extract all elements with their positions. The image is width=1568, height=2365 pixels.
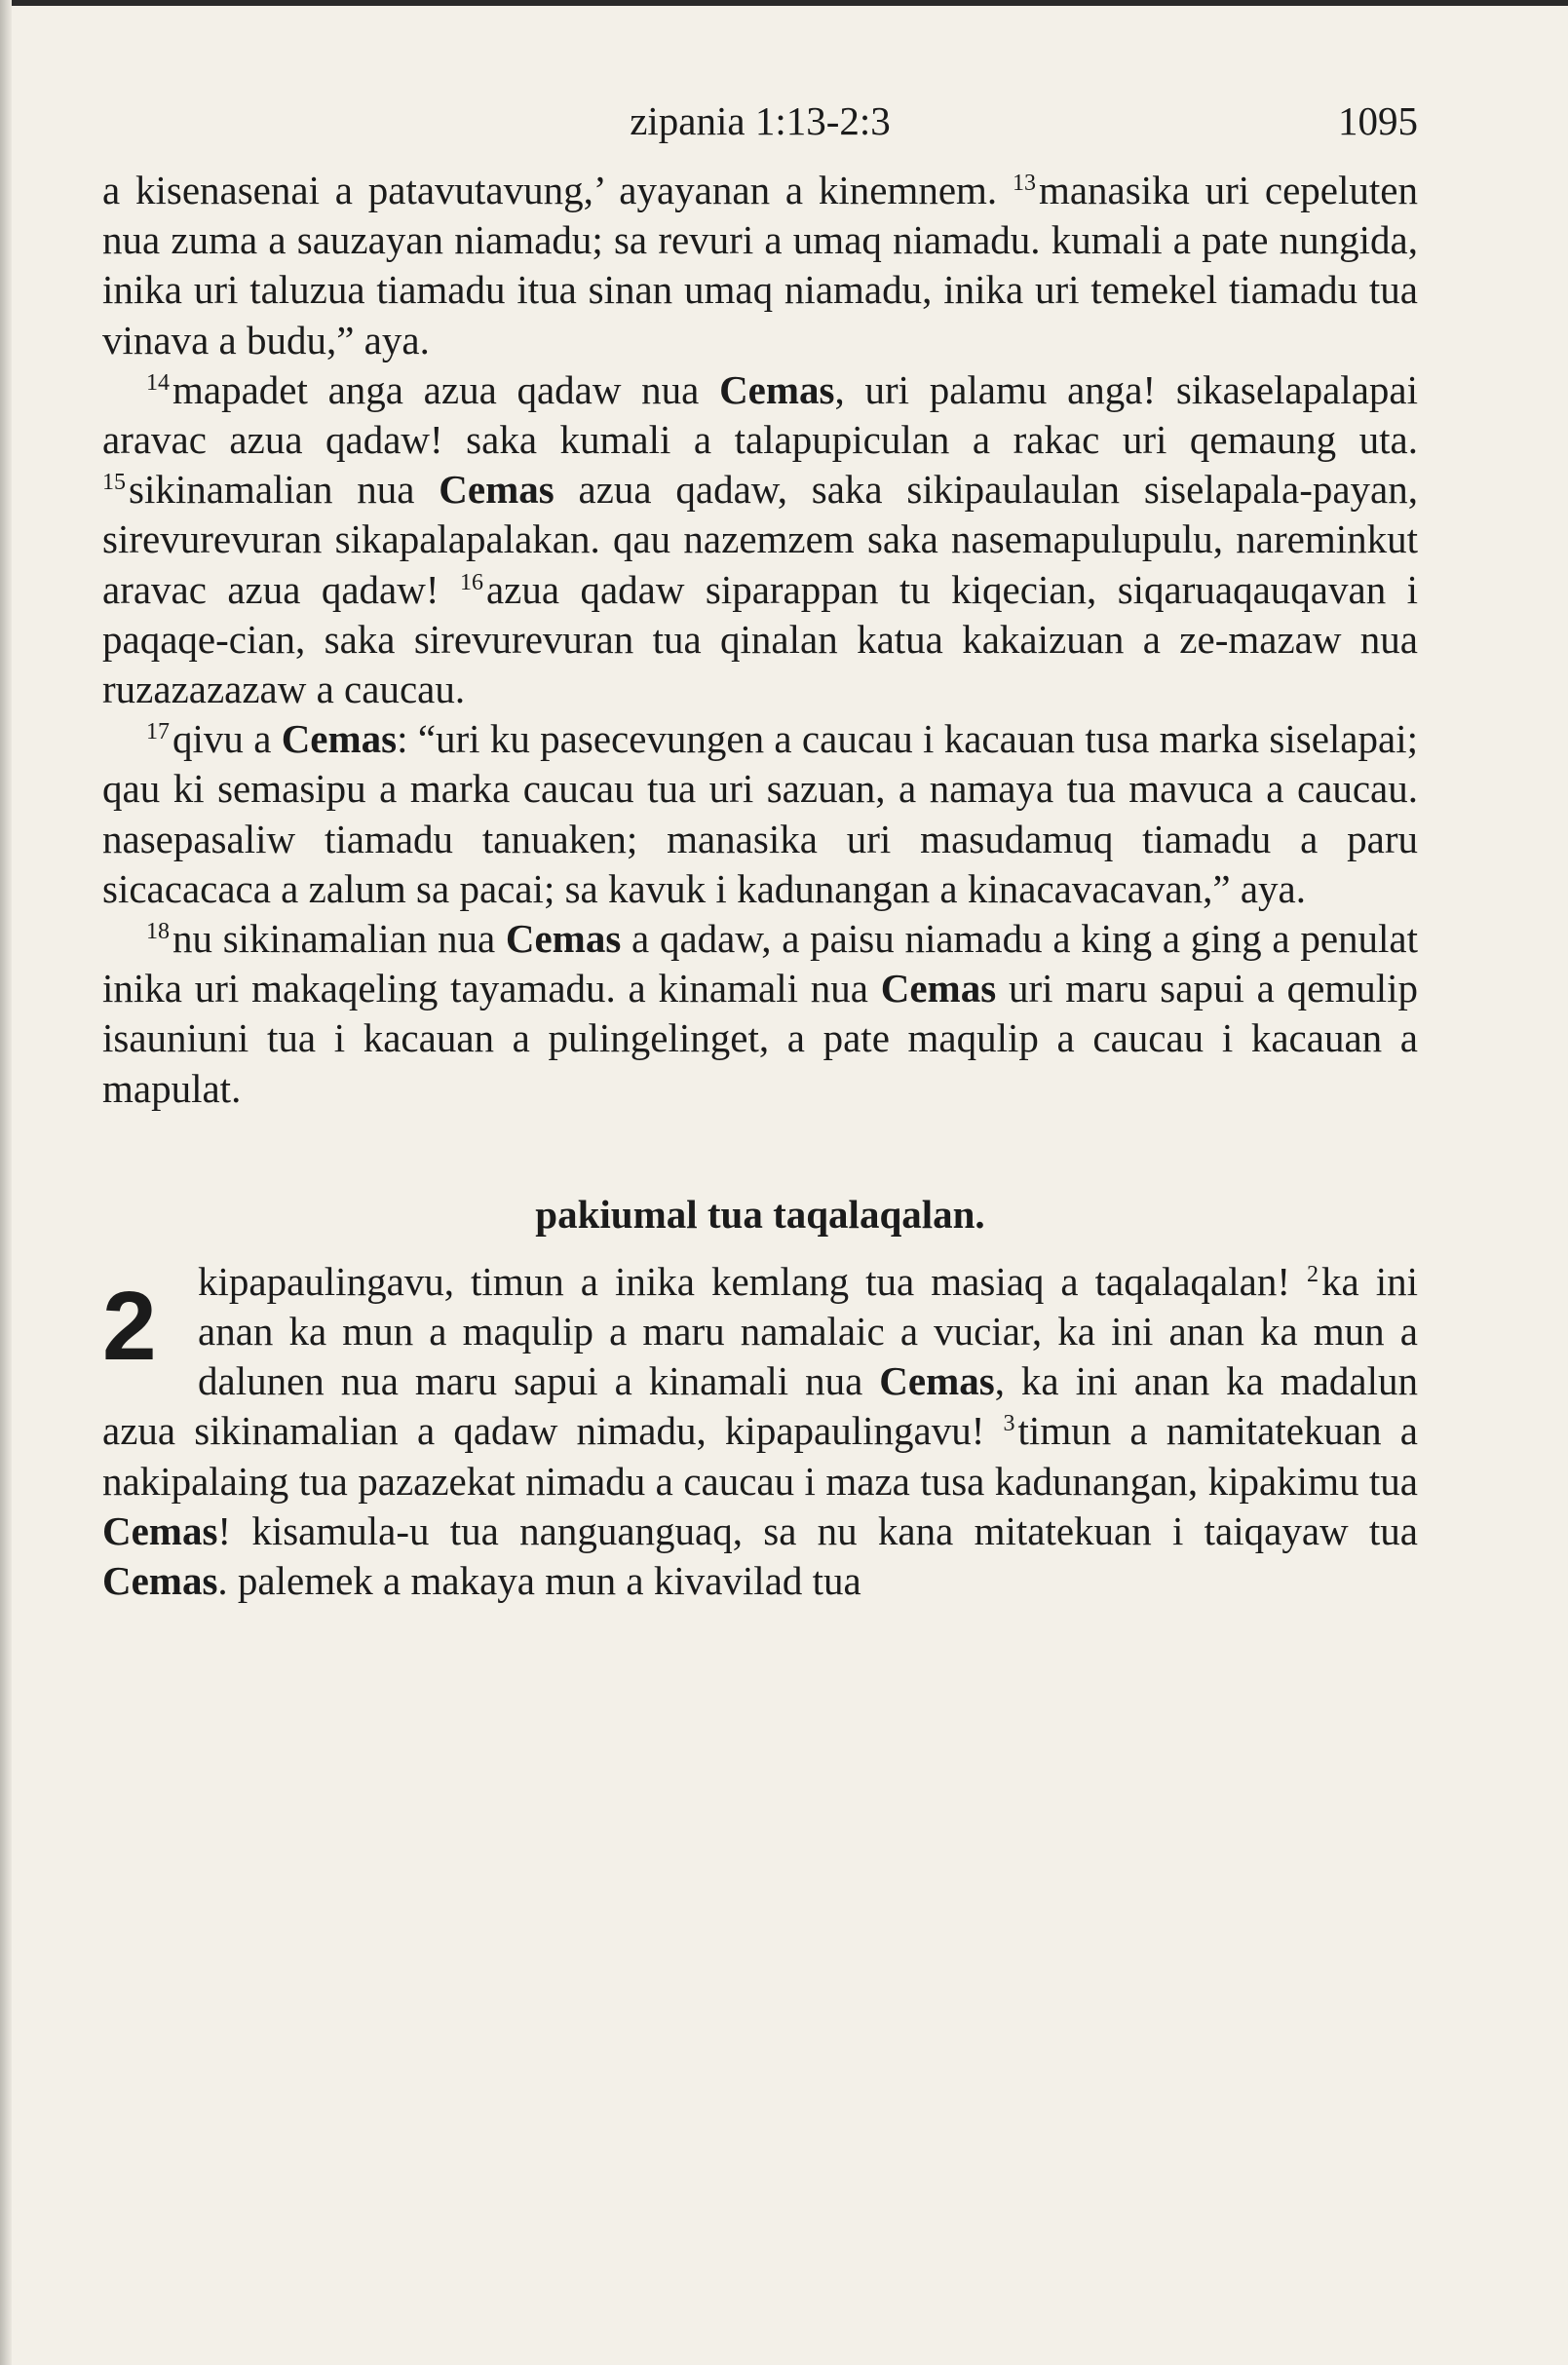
verse-number: 16: [459, 569, 483, 595]
verse-number: 15: [102, 470, 126, 496]
chapter-number: 2: [102, 1271, 157, 1381]
verse-text: manasika uri cepeluten nua zuma a sauzayan niamadu; sa revuri a umaq niamadu. kumali a pate nungida, inika uri taluzua tiamadu itua sinan umaq niamadu, inika uri temekel tiamadu tua vinava a budu,” aya.: [102, 168, 1418, 362]
verse-text: : “uri ku pasecevungen a caucau i kacauan tusa marka siselapai; qau ki semasipu a marka caucau tua uri sazuan, a namaya tua mavuca a caucau. nasepasaliw tiamadu tanuaken; manasika uri masudamuq tiamadu a paru sicacacaca a zalum sa pacai; sa kavuk i kadunangan a kinacavacavan,” aya.: [102, 716, 1418, 911]
verse-paragraph: [102, 365, 1418, 714]
divine-name: Cemas: [880, 966, 997, 1011]
verse-text: a qadaw, a paisu niamadu a king a ging a penulat inika uri makaqeling tayamadu. a kinamali nua: [102, 916, 1419, 1011]
divine-name: Cemas: [281, 716, 398, 762]
verse-text: , uri palamu anga! sikaselapalapai aravac azua qadaw! saka kumali a talapupiculan a rakac uri qemaung uta.: [102, 366, 1418, 463]
verse-text: , ka ini anan ka madalun azua sikinamalian a qadaw nimadu, kipapaulingavu!: [102, 1358, 1418, 1454]
verse-text: a kisenasenai a patavutavung,’ ayayanan a kinemnem.: [102, 168, 1013, 212]
verse-number: 3: [1003, 1411, 1015, 1437]
running-header-title: zipania 1:13-2:3: [630, 98, 891, 143]
verse-text: uri maru sapui a qemulip isauniuni tua i kacauan a pulingelinget, a pate maqulip a caucau i kacauan a mapulat.: [102, 966, 1418, 1111]
verse-text: azua qadaw siparappan tu kiqecian, siqaruaqauqavan i paqaqe-cian, saka sirevurevuran tua qinalan katua kakaizuan a ze-mazaw nua ruzazazazaw a caucau.: [102, 566, 1418, 712]
verse-text: . palemek a makaya mun a kivavilad tua: [217, 1558, 861, 1604]
verse-number: 14: [146, 369, 170, 396]
verse-text: timun a namitatekuan a nakipalaing tua pazazekat nimadu a caucau i maza tusa kadunangan, kipakimu tua: [102, 1408, 1418, 1504]
divine-name: Cemas: [102, 1507, 218, 1553]
verse-text: mapadet anga azua qadaw nua: [172, 366, 720, 412]
verse-number: 2: [1307, 1261, 1319, 1287]
page-top-edge: [0, 0, 1568, 6]
verse-paragraph: [102, 914, 1418, 1114]
verse-paragraph: [102, 166, 1418, 365]
verse-text: nu sikinamalian nua: [172, 916, 506, 962]
chapter-2-paragraph: [102, 1257, 1418, 1606]
book-page: [102, 93, 1418, 2353]
verse-number: 18: [146, 919, 170, 945]
verse-text: ! kisamula-u tua nanguanguaq, sa nu kana mitatekuan i taiqayaw tua: [217, 1507, 1418, 1553]
verse-number: 13: [1012, 171, 1036, 196]
divine-name: Cemas: [879, 1358, 995, 1404]
divine-name: Cemas: [505, 916, 622, 962]
verse-text: sikinamalian nua: [129, 467, 440, 513]
verse-paragraph: [102, 714, 1418, 914]
divine-name: Cemas: [439, 467, 555, 513]
section-heading: pakiumal tua taqalaqalan.: [535, 1191, 985, 1237]
running-header: [102, 93, 1418, 166]
divine-name: Cemas: [102, 1558, 218, 1604]
verse-number: 17: [146, 719, 170, 745]
verse-text: ka ini anan ka mun a maqulip a maru namalaic a vuciar, ka ini anan ka mun a dalunen nua maru sapui a kinamali nua: [198, 1258, 1419, 1404]
divine-name: Cemas: [719, 366, 835, 412]
page-number: 1095: [1338, 98, 1418, 143]
chapter-2-block: [102, 1257, 1418, 1606]
verse-text: kipapaulingavu, timun a inika kemlang tua masiaq a taqalaqalan!: [198, 1258, 1307, 1304]
verse-text: qivu a: [172, 716, 282, 762]
verse-text-block: [102, 166, 1418, 1114]
page-left-edge: [0, 0, 12, 2365]
verse-text: azua qadaw, saka sikipaulaulan siselapala-payan, sirevurevuran sikapalapalakan. qau nazemzem saka nasemapulupulu, nareminkut aravac azua qadaw!: [102, 467, 1419, 612]
